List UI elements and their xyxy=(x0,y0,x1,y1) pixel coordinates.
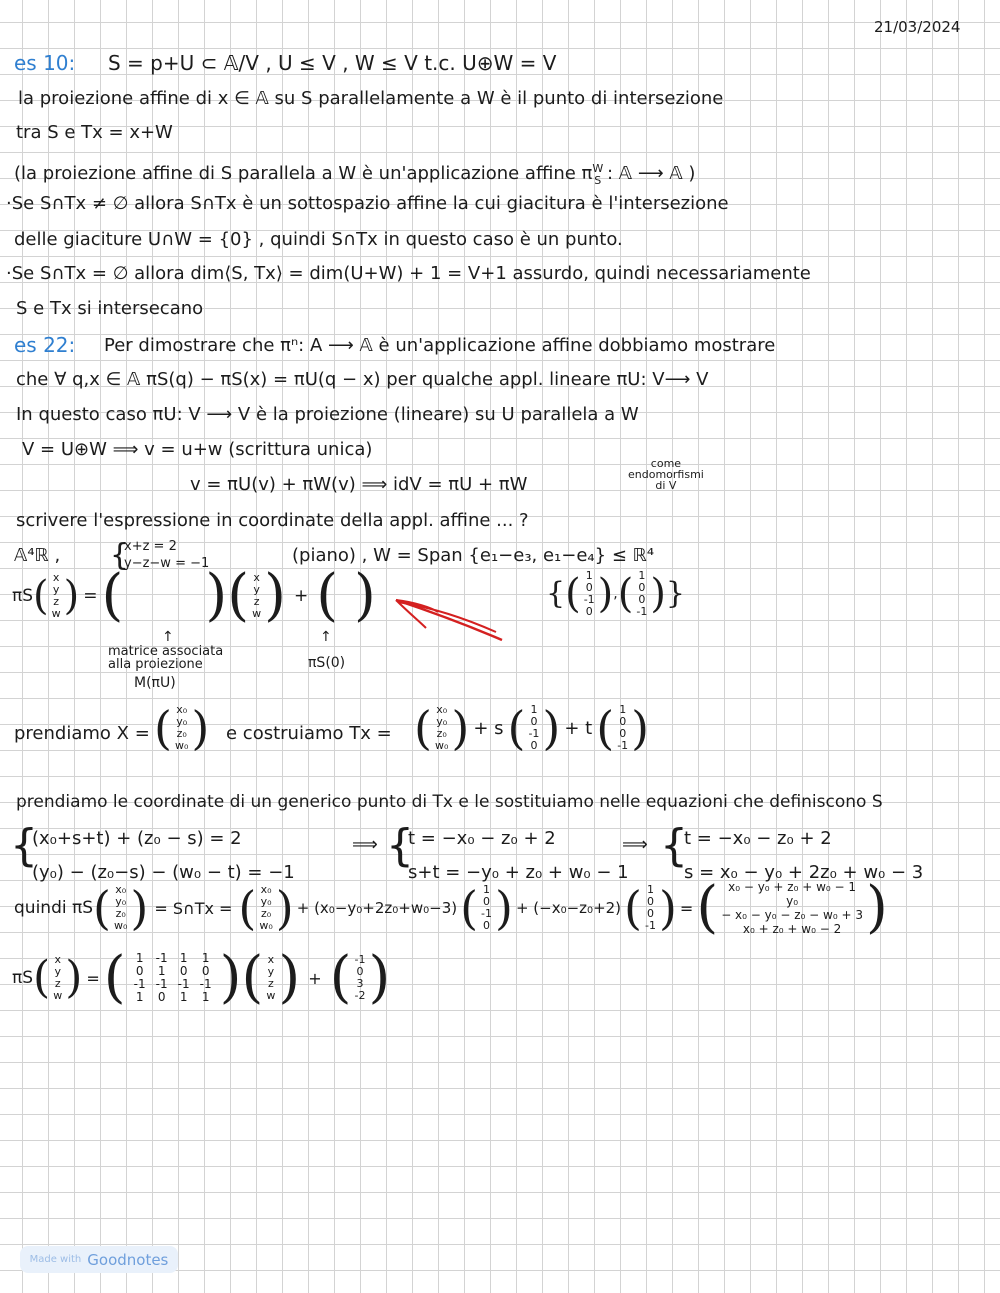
q2-x0-3: w₀ xyxy=(259,919,273,932)
costruiamo-tx: e costruiamo Tx = xyxy=(226,723,392,744)
x0-vector: ( x₀ y₀ z₀ w₀ ) xyxy=(154,701,210,755)
sys1-eq1: (x₀+s+t) + (z₀ − s) = 2 xyxy=(32,828,242,849)
final-xyzw2-w: w xyxy=(266,989,276,1002)
plane-eq2: y−z−w = −1 xyxy=(124,556,210,571)
x0-2: z₀ xyxy=(176,727,187,740)
fm-5: 1 xyxy=(157,964,166,978)
tx-vec-a-0: 1 xyxy=(530,703,538,716)
es10-line6: delle giaciture U∩W = {0} , quindi S∩Tx in questo caso è un punto. xyxy=(14,229,623,250)
sys3-eq2: s = x₀ − y₀ + 2z₀ + w₀ − 3 xyxy=(684,862,924,883)
span-vec-a-3: 0 xyxy=(585,605,593,618)
matrix-note-3: M(πU) xyxy=(134,675,176,691)
plus-s: + s xyxy=(473,717,504,739)
xyzw-2-x: x xyxy=(253,571,260,584)
brace-3: { xyxy=(660,820,688,871)
fm-6: 0 xyxy=(179,964,188,978)
xyzw-vec-1 xyxy=(49,572,64,620)
projection-template: πS ( x y z w ) = ( ) ( x y z w ) + ( ) xyxy=(12,563,376,628)
sys2-eq1: t = −x₀ − z₀ + 2 xyxy=(408,828,556,849)
tx-vec-a-2: -1 xyxy=(528,727,540,740)
q2-x0-1: y₀ xyxy=(260,895,272,908)
es22-label: es 22: xyxy=(14,333,76,357)
fm-3: 1 xyxy=(201,951,210,965)
q-res-1: y₀ xyxy=(786,894,799,908)
tx-vec-b-0: 1 xyxy=(619,703,627,716)
final-xyzw2-z: z xyxy=(267,977,274,990)
fm-1: -1 xyxy=(155,951,168,965)
goodnotes-badge[interactable] xyxy=(20,1246,178,1273)
q-coef1: + (x₀−y₀+2z₀+w₀−3) xyxy=(296,899,458,917)
q-x0-0: x₀ xyxy=(115,883,127,896)
q-vec-b-1: 0 xyxy=(646,895,654,908)
final-xyzw-z: z xyxy=(54,977,61,990)
up-arrow-1: ↑ xyxy=(162,629,174,645)
span-vec-b-2: 0 xyxy=(638,593,646,606)
prendiamo-x: prendiamo X = xyxy=(14,723,150,744)
final-formula: πS ( x y z w ) = ( 1 -1 1 1 0 1 0 0 -1 -1 -1 -1 1 0 1 1 ) ( x y z w ) + ( -1 0 3 -2 ) xyxy=(12,945,391,1010)
fm-7: 0 xyxy=(201,964,210,978)
span-vectors: { ( 1 0 -1 0 ) , ( 1 0 0 -1 ) } xyxy=(546,569,686,618)
quindi-line: quindi πS ( x₀ y₀ z₀ w₀ ) = S∩Tx = ( x₀ y₀ z₀ w₀ ) + (x₀−y₀+2z₀+w₀−3) ( 1 0 -1 0 ) + (−x₀−z₀+2) ( 1 0 0 -1 ) = ( x₀ − y₀ + z₀ + w₀ − 1 y₀ − x₀ − y₀ − z₀ − w₀ + 3 x₀ + z₀ + w₀ − 2 ) xyxy=(14,875,888,940)
fm-14: 1 xyxy=(179,990,188,1004)
fv-1: 0 xyxy=(356,965,364,978)
final-matrix xyxy=(126,952,220,1004)
date: 21/03/2024 xyxy=(874,18,961,36)
span-vec-b xyxy=(633,570,650,618)
span-vec-a xyxy=(581,570,598,618)
xyzw-1-y: y xyxy=(52,583,60,596)
es22-line1: Per dimostrare che πⁿ: A ⟶ 𝔸 è un'applicazione affine dobbiamo mostrare xyxy=(104,335,776,356)
q-eq: = S∩Tx = xyxy=(154,898,233,918)
final-xyzw-w: w xyxy=(53,989,63,1002)
xyzw-vec-2 xyxy=(249,572,264,620)
fm-2: 1 xyxy=(179,951,188,965)
matrix-note-2: alla proiezione xyxy=(108,657,203,672)
sys1-eq2: (y₀) − (z₀−s) − (w₀ − t) = −1 xyxy=(32,862,295,883)
badge-brand: Goodnotes xyxy=(87,1250,169,1269)
q-res-0: x₀ − y₀ + z₀ + w₀ − 1 xyxy=(728,880,857,894)
xyzw-1-x: x xyxy=(52,571,60,584)
span-vec-a-2: -1 xyxy=(583,593,595,606)
note-come: come xyxy=(650,457,682,470)
es10-label: es 10: xyxy=(14,51,76,75)
es22-line4: V = U⊕W ⟹ v = u+w (scrittura unica) xyxy=(22,439,373,460)
final-xyzw2-y: y xyxy=(267,965,275,978)
xyzw-2-w: w xyxy=(252,607,262,620)
es10-line4-text: (la proiezione affine di S parallela a W è un'applicazione affine π xyxy=(14,163,593,184)
fm-9: -1 xyxy=(155,977,168,991)
es22-line3: In questo caso πU: V ⟶ V è la proiezione (lineare) su U parallela a W xyxy=(16,404,639,425)
span-vec-a-1: 0 xyxy=(585,581,593,594)
fm-4: 0 xyxy=(135,964,144,978)
es10-line3: tra S e Tx = x+W xyxy=(16,122,173,143)
fm-10: -1 xyxy=(177,977,190,991)
tx-vec-b-3: -1 xyxy=(617,739,629,752)
tx-vec-a-3: 0 xyxy=(530,739,538,752)
tx-x0-3: w₀ xyxy=(434,739,449,752)
arrow-2: ⟹ xyxy=(622,834,648,855)
q-vec-a-2: -1 xyxy=(481,907,493,920)
xyzw-1-z: z xyxy=(53,595,60,608)
tx-x0-0: x₀ xyxy=(436,703,448,716)
q-x0-3: w₀ xyxy=(113,919,128,932)
system-brace: { xyxy=(110,538,130,573)
final-xyzw-x: x xyxy=(54,953,61,966)
arrow-1: ⟹ xyxy=(352,834,378,855)
fm-15: 1 xyxy=(201,990,210,1004)
fv-2: 3 xyxy=(356,977,364,990)
tx-vector: ( x₀ y₀ z₀ w₀ ) + s ( 1 0 -1 0 ) + t ( 1 0 0 -1 ) xyxy=(414,701,650,755)
pi0-note: πS(0) xyxy=(308,655,346,671)
es22-line6: scrivere l'espressione in coordinate della appl. affine ... ? xyxy=(16,510,529,531)
q-vec-b-2: 0 xyxy=(646,907,654,920)
fm-13: 0 xyxy=(157,990,166,1004)
plane-system xyxy=(124,538,209,572)
pi-lhs: πS xyxy=(12,586,34,606)
sys2-eq2: s+t = −y₀ + z₀ + w₀ − 1 xyxy=(408,862,629,883)
es10-line7: ·Se S∩Tx = ∅ allora dim⟨S, Tx⟩ = dim(U+W) + 1 = V+1 assurdo, quindi necessariamente xyxy=(6,263,811,284)
es22-line5-note xyxy=(628,458,704,491)
final-xyzw-y: y xyxy=(54,965,61,978)
es22-line9: prendiamo le coordinate di un generico punto di Tx e le sostituiamo nelle equazioni che definiscono S xyxy=(16,792,883,812)
plus-t: + t xyxy=(564,717,593,739)
x0-0: x₀ xyxy=(176,703,188,716)
tx-vec-a-1: 0 xyxy=(530,715,538,728)
x0-1: y₀ xyxy=(176,715,188,728)
q-res-3: x₀ + z₀ + w₀ − 2 xyxy=(742,922,842,936)
es10-line8: S e Tx si intersecano xyxy=(16,298,204,319)
tx-x0-2: z₀ xyxy=(436,727,447,740)
final-vec xyxy=(351,954,368,1002)
x0-3: w₀ xyxy=(174,739,189,752)
red-arrow-icon xyxy=(384,588,524,648)
fm-8: -1 xyxy=(133,977,146,991)
q-coef2: + (−x₀−z₀+2) xyxy=(515,899,622,917)
tx-vec-b-2: 0 xyxy=(619,727,627,740)
fm-0: 1 xyxy=(135,951,144,965)
fm-11: -1 xyxy=(199,977,212,991)
sys3-eq1: t = −x₀ − z₀ + 2 xyxy=(684,828,832,849)
fv-0: -1 xyxy=(354,953,366,966)
tx-vec-b-1: 0 xyxy=(619,715,627,728)
final-pi: πS xyxy=(12,968,34,988)
badge-made-with: Made with xyxy=(29,1254,82,1265)
q-vec-a-3: 0 xyxy=(483,919,491,932)
span-vec-a-0: 1 xyxy=(585,569,593,582)
q-res-2: − x₀ − y₀ − z₀ − w₀ + 3 xyxy=(721,908,863,922)
es22-line7a: 𝔸⁴ℝ , xyxy=(14,545,61,566)
fv-3: -2 xyxy=(354,989,366,1002)
q-x0-2: z₀ xyxy=(115,907,126,920)
es10-line1: S = p+U ⊂ 𝔸/V , U ≤ V , W ≤ V t.c. U⊕W = V xyxy=(108,51,557,75)
es22-line5: v = πU(v) + πW(v) ⟹ idV = πU + πW xyxy=(190,474,528,495)
xyzw-1-w: w xyxy=(51,607,61,620)
xyzw-2-y: y xyxy=(253,583,260,596)
plane-eq1: x+z = 2 xyxy=(124,539,177,554)
matrix-note-1: matrice associata xyxy=(108,644,224,659)
q-vec-a-0: 1 xyxy=(483,883,491,896)
es10-line5: ·Se S∩Tx ≠ ∅ allora S∩Tx è un sottospazio affine la cui giacitura è l'intersezione xyxy=(6,193,729,214)
note-endomorfismi: endomorfismi xyxy=(628,468,704,481)
es10-line4-end: : 𝔸 ⟶ 𝔸 ) xyxy=(607,163,696,184)
span-vec-b-3: -1 xyxy=(636,605,648,618)
es10-line2: la proiezione affine di x ∈ 𝔸 su S parallelamente a W è il punto di intersezione xyxy=(18,88,724,109)
span-vec-b-1: 0 xyxy=(638,581,646,594)
fm-12: 1 xyxy=(135,990,144,1004)
tx-x0-1: y₀ xyxy=(436,715,448,728)
q-vec-a-1: 0 xyxy=(483,895,491,908)
matrix-note xyxy=(108,645,223,690)
es10-line4-sub: S xyxy=(594,173,602,187)
final-xyzw2-x: x xyxy=(267,953,275,966)
q-vec-b-3: -1 xyxy=(645,919,656,932)
es22-line7b: (piano) , W = Span {e₁−e₃, e₁−e₄} ≤ ℝ⁴ xyxy=(292,545,655,566)
xyzw-2-z: z xyxy=(253,595,260,608)
span-vec-b-0: 1 xyxy=(638,569,646,582)
q-x0-1: y₀ xyxy=(115,895,127,908)
es22-line2: che ∀ q,x ∈ 𝔸 πS(q) − πS(x) = πU(q − x) per qualche appl. lineare πU: V⟶ V xyxy=(16,369,709,390)
brace-1: { xyxy=(10,820,38,871)
quindi-label: quindi πS xyxy=(14,898,94,918)
q2-x0-2: z₀ xyxy=(260,907,272,920)
es10-line4-sup: W xyxy=(592,162,604,175)
up-arrow-2: ↑ xyxy=(320,629,332,645)
es10-line4 xyxy=(14,156,695,194)
q2-x0-0: x₀ xyxy=(260,883,272,896)
note-di-v: di V xyxy=(655,479,677,492)
brace-2: { xyxy=(386,820,414,871)
q-vec-b-0: 1 xyxy=(646,883,654,896)
